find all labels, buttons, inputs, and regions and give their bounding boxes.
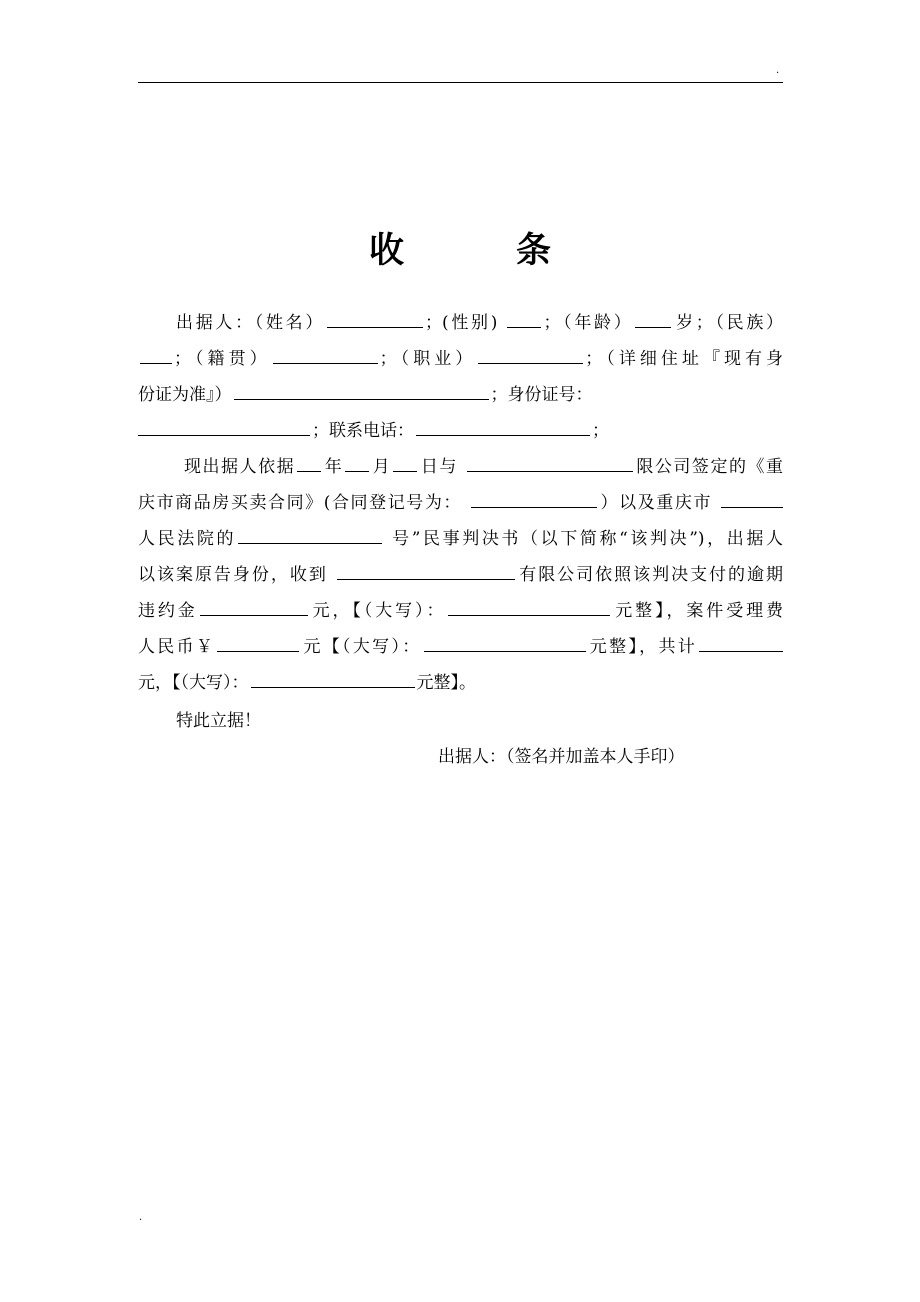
total-daxie-label: 元，【（大写）： bbox=[138, 673, 249, 693]
id-label: ；身份证号： bbox=[490, 385, 593, 405]
hereby-text: 特此立据！ bbox=[176, 711, 261, 731]
signature-line bbox=[438, 739, 783, 775]
month-blank[interactable] bbox=[345, 455, 369, 472]
para1-line1 bbox=[138, 305, 783, 341]
total-end: 元整】。 bbox=[416, 673, 476, 693]
name-blank[interactable] bbox=[327, 311, 423, 328]
issuer-label: 出据人：（姓名） bbox=[176, 313, 326, 333]
para2-line1 bbox=[138, 449, 783, 485]
day-blank[interactable] bbox=[393, 455, 417, 472]
fee-daxie-blank[interactable] bbox=[424, 635, 586, 652]
document-title bbox=[0, 226, 920, 276]
fee-daxie-label: 元【（大写）： bbox=[301, 637, 422, 657]
court-blank[interactable] bbox=[721, 491, 783, 508]
gender-blank[interactable] bbox=[507, 311, 541, 328]
penalty-amount-blank[interactable] bbox=[200, 599, 308, 616]
contract-number-blank[interactable] bbox=[471, 491, 597, 508]
company-blank[interactable] bbox=[467, 455, 633, 472]
day-label: 日与 bbox=[419, 457, 458, 477]
address-blank[interactable] bbox=[234, 383, 489, 400]
rmb-label: 人民币￥ bbox=[138, 637, 216, 657]
fee-amount-blank[interactable] bbox=[217, 635, 299, 652]
verdict-label: 号”民事判决书（以下简称“该判决”)，出据人 bbox=[392, 529, 783, 549]
court-label: 人民法院的 bbox=[138, 529, 237, 549]
year-label: 年 bbox=[323, 457, 344, 477]
year-blank[interactable] bbox=[297, 455, 321, 472]
job-label: ；（职业） bbox=[379, 349, 477, 369]
id-blank[interactable] bbox=[138, 419, 310, 436]
para2-line5 bbox=[138, 593, 783, 629]
chongqing-label: ）以及重庆市 bbox=[598, 493, 713, 513]
native-label: ；（籍贯） bbox=[174, 349, 271, 369]
para1-line3 bbox=[138, 377, 783, 413]
phone-label: ；联系电话： bbox=[312, 421, 414, 441]
para1-end: ； bbox=[592, 421, 609, 441]
header-mark: . bbox=[776, 65, 780, 76]
footer-mark: . bbox=[139, 1212, 143, 1223]
age-blank[interactable] bbox=[635, 311, 671, 328]
para1-line2 bbox=[138, 341, 783, 377]
signature-label: 出据人：（签名并加盖本人手印） bbox=[438, 747, 685, 767]
header-rule bbox=[138, 82, 783, 83]
penalty-daxie-label: 元，【（大写）： bbox=[309, 601, 447, 621]
lead-text: 现出据人依据 bbox=[184, 457, 296, 477]
gender-label: ；(性别) bbox=[425, 313, 498, 333]
title-char-2: 条 bbox=[516, 231, 552, 271]
nation-blank[interactable] bbox=[140, 347, 172, 364]
month-label: 月 bbox=[371, 457, 392, 477]
fee-label: 元整】，案件受理费 bbox=[612, 601, 784, 621]
penalty-daxie-blank[interactable] bbox=[448, 599, 610, 616]
job-blank[interactable] bbox=[478, 347, 583, 364]
para2-line7 bbox=[138, 665, 783, 701]
phone-blank[interactable] bbox=[416, 419, 590, 436]
para2-line6 bbox=[138, 629, 783, 665]
total-label: 元整】，共计 bbox=[587, 637, 698, 657]
case-number-blank[interactable] bbox=[238, 527, 382, 544]
penalty-label: 违约金 bbox=[138, 601, 198, 621]
para2-line2 bbox=[138, 485, 783, 521]
total-amount-blank[interactable] bbox=[699, 635, 783, 652]
native-blank[interactable] bbox=[273, 347, 378, 364]
payment-label: 有限公司依照该判决支付的逾期 bbox=[517, 565, 784, 585]
plaintiff-label: 以该案原告身份，收到 bbox=[138, 565, 328, 585]
payer-company-blank[interactable] bbox=[337, 563, 515, 580]
title-char-1: 收 bbox=[368, 231, 404, 271]
contract-name: 庆市商品房买卖合同》(合同登记号为： bbox=[138, 493, 462, 513]
address-label: ；（详细住址『现有身 bbox=[585, 349, 784, 369]
nation-label: 岁；（民族） bbox=[673, 313, 784, 333]
hereby-line bbox=[138, 703, 783, 739]
contract-intro: 限公司签定的《重 bbox=[634, 457, 784, 477]
total-daxie-blank[interactable] bbox=[251, 671, 415, 688]
para1-line4 bbox=[138, 413, 783, 449]
para2-line4 bbox=[138, 557, 783, 593]
address-label-cont: 份证为准』） bbox=[138, 385, 232, 405]
age-label: ；（年龄） bbox=[543, 313, 634, 333]
para2-line3 bbox=[138, 521, 783, 557]
